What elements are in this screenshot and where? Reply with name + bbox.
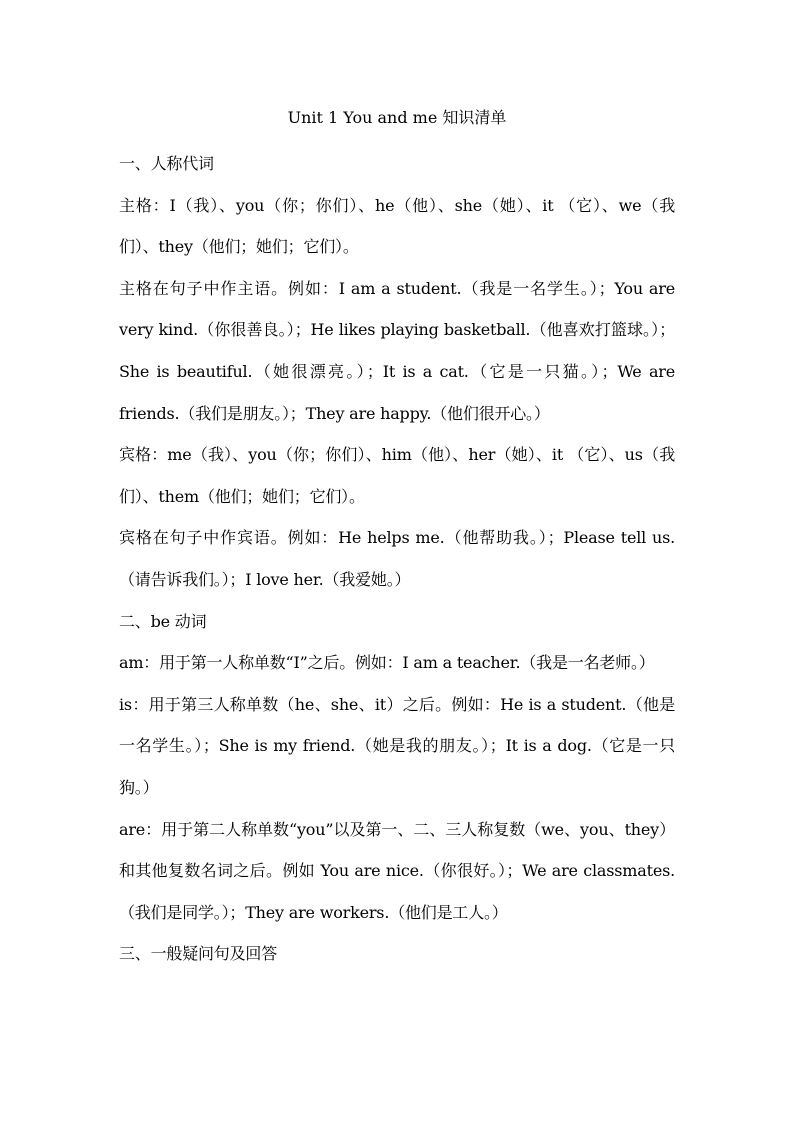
paragraph-am: am：用于第一人称单数“I”之后。例如：I am a teacher.（我是一名老师。）: [119, 653, 655, 673]
document-title: Unit 1 You and me 知识清单: [287, 108, 507, 127]
paragraph-is: is：用于第三人称单数（he、she、it）之后。例如：He is a student.（他是一名学生。）；She is my friend.（她是我的朋友。）；It is a dog.（它是一只狗。）: [119, 694, 675, 797]
document-body: [119, 143, 675, 975]
paragraph-object-usage: 宾格在句子中作宾语。例如：He helps me.（他帮助我。）；Please tell us.（请告诉我们。）；I love her.（我爱她。）: [119, 528, 675, 589]
paragraph-are: are：用于第二人称单数“you”以及第一、二、三人称复数（we、you、they）和其他复数名词之后。例如 You are nice.（你很好。）；We are classmates.（我们是同学。）；They are workers.（他们是工人。）: [119, 819, 675, 922]
section-heading-be-verb: 二、be 动词: [119, 611, 207, 631]
section-heading-personal-pronouns: 一、人称代词: [119, 154, 214, 173]
section-heading-yes-no-questions: 三、一般疑问句及回答: [119, 944, 278, 964]
paragraph-subject-pronouns: 主格：I（我）、you（你；你们）、he（他）、she（她）、it （它）、we（我们）、they（他们；她们；它们）。: [119, 195, 675, 257]
paragraph-object-pronouns: 宾格：me（我）、you（你；你们）、him（他）、her（她）、it （它）、us（我们）、them（他们；她们；它们）。: [119, 445, 675, 506]
paragraph-subject-usage: 主格在句子中作主语。例如：I am a student.（我是一名学生。）；You are very kind.（你很善良。）；He likes playing basketball.（他喜欢打篮球。）；She is beautiful.（她很漂亮。）；It is a cat.（它是一只猫。）；We are friends.（我们是朋友。）；They are happy.（他们很开心。）: [119, 278, 675, 423]
